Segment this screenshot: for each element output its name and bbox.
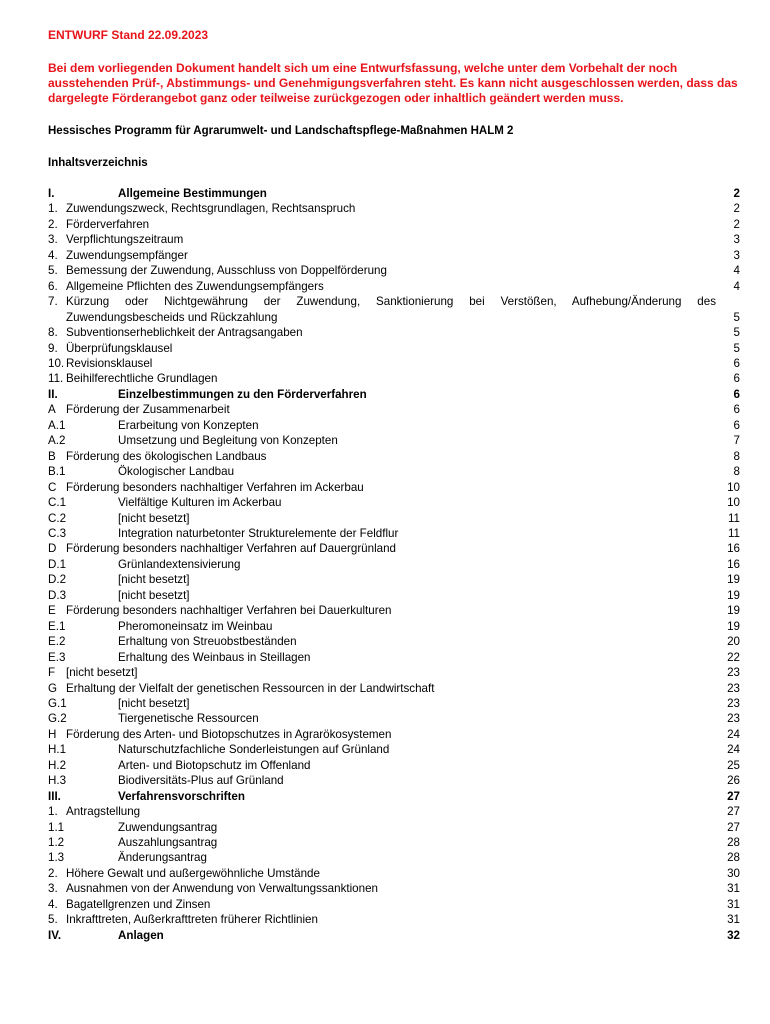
toc-entry[interactable] [48,294,740,309]
toc-entry-page: 6 [733,403,740,417]
toc-entry-number: 8. [48,326,58,340]
toc-entry[interactable] [48,263,740,278]
toc-entry-label: Grünlandextensivierung [118,557,241,571]
toc-entry[interactable] [48,912,740,927]
toc-entry-number: 11. [48,372,64,386]
toc-entry-number: A.1 [48,418,66,432]
toc-entry-page: 6 [733,387,740,401]
toc-entry-number: F [48,666,56,680]
toc-entry-label: Tiergenetische Ressourcen [118,712,259,726]
toc-entry-label: Arten- und Biotopschutz im Offenland [118,758,311,772]
toc-entry-page: 27 [727,805,740,819]
toc-entry-page: 19 [727,588,740,602]
toc-entry-number: G.2 [48,712,67,726]
toc-entry[interactable] [48,588,740,603]
toc-entry-page: 25 [727,758,740,772]
toc-entry-page: 8 [733,449,740,463]
toc-entry-page: 23 [727,696,740,710]
toc-entry-number: E [48,604,56,618]
toc-entry[interactable] [48,248,740,263]
toc-entry[interactable] [48,526,740,541]
toc-entry-label: Zuwendungsbescheids und Rückzahlung [66,310,278,324]
toc-entry-label: Verpflichtungszeitraum [66,233,184,247]
toc-entry[interactable] [48,634,740,649]
program-title: Hessisches Programm für Agrarumwelt- und Landschaftspflege-Maßnahmen HALM 2 [48,125,514,137]
toc-entry-number: C.1 [48,496,67,510]
toc-entry-page: 6 [733,372,740,386]
toc-entry-label: Änderungsantrag [118,851,207,865]
toc-entry-label: Einzelbestimmungen zu den Förderverfahren [118,387,367,401]
toc-entry-label: Bemessung der Zuwendung, Ausschluss von Doppelförderung [66,264,387,278]
toc-entry-number: D [48,542,57,556]
toc-entry-page: 7 [733,434,740,448]
toc-entry-label: Allgemeine Bestimmungen [118,187,267,200]
toc-entry[interactable] [48,804,740,819]
toc-entry-page: 5 [733,310,740,324]
toc-entry-label: Allgemeine Pflichten des Zuwendungsempfängers [66,279,324,293]
toc-entry[interactable] [48,773,740,788]
toc-entry-page: 2 [733,217,740,231]
toc-entry[interactable] [48,217,740,232]
toc-entry-number: 9. [48,341,58,355]
toc-entry[interactable] [48,820,740,835]
toc-entry-label: Erhaltung von Streuobstbeständen [118,635,297,649]
toc-entry-number: 1.3 [48,851,65,865]
toc-entry[interactable] [48,511,740,526]
toc-entry-number: 1. [48,805,58,819]
toc-entry-number: 2. [48,866,58,880]
toc-entry-page: 23 [727,666,740,680]
toc-entry-label: [nicht besetzt] [118,696,190,710]
toc-entry-page: 5 [733,341,740,355]
toc-entry-number: C.3 [48,526,67,540]
toc-entry-number: E.1 [48,619,66,633]
toc-entry-number: 3. [48,882,58,896]
toc-entry-label: Vielfältige Kulturen im Ackerbau [118,496,282,510]
toc-entry-label: [nicht besetzt] [66,666,138,680]
toc-entry[interactable] [48,402,740,417]
toc-entry-label: [nicht besetzt] [118,511,190,525]
toc-entry[interactable] [48,850,740,865]
toc-entry-number: G [48,681,58,695]
toc-entry-page: 16 [727,557,740,571]
toc-entry[interactable] [48,758,740,773]
toc-entry-page: 20 [727,635,740,649]
toc-entry-number: D.2 [48,573,67,587]
toc-entry-page: 16 [727,542,740,556]
toc-entry-label: Förderung besonders nachhaltiger Verfahren im Ackerbau [66,480,364,494]
toc-entry[interactable] [48,897,740,912]
toc-entry-page: 8 [733,465,740,479]
toc-entry-number: 5. [48,913,58,927]
toc-entry-page: 4 [733,264,740,278]
toc-entry-page: 19 [727,573,740,587]
toc-entry-page: 28 [727,836,740,850]
toc-entry-label: Zuwendungszweck, Rechtsgrundlagen, Rechtsanspruch [66,202,356,216]
toc-entry-label: Bagatellgrenzen und Zinsen [66,897,211,911]
toc-entry-page: 2 [733,202,740,216]
toc-entry-number: D.1 [48,557,67,571]
toc-entry-number: 4. [48,897,58,911]
toc-entry-number: III. [48,789,61,803]
toc-entry[interactable] [48,727,740,742]
toc-entry-page: 19 [727,619,740,633]
toc-entry-number: A.2 [48,434,66,448]
toc-entry-label: [nicht besetzt] [118,573,190,587]
toc-entry-label: Erhaltung des Weinbaus in Steillagen [118,650,311,664]
toc-entry-label: Erarbeitung von Konzepten [118,418,259,432]
toc-entry-number: A [48,403,56,417]
toc-entry-number: 3. [48,233,58,247]
toc-entry-number: I. [48,187,55,200]
toc-entry[interactable] [48,541,740,556]
toc-entry-page: 28 [727,851,740,865]
toc-entry-page: 24 [727,727,740,741]
toc-entry[interactable] [48,232,740,247]
toc-entry[interactable] [48,650,740,665]
toc-entry-page: 3 [733,233,740,247]
toc-entry-label: Kürzung oder Nichtgewährung der Zuwendung, Sanktionierung bei Verstößen, Aufhebung/Änderung des [66,295,716,309]
toc-entry-label: [nicht besetzt] [118,588,190,602]
toc-entry-number: E.2 [48,635,66,649]
toc-entry-page: 31 [727,897,740,911]
toc-entry[interactable] [48,665,740,680]
toc-entry-page: 27 [727,820,740,834]
toc-entry[interactable] [48,356,740,371]
toc-entry[interactable] [48,881,740,896]
toc-entry[interactable] [48,696,740,711]
toc-entry-label: Förderverfahren [66,217,150,231]
toc-entry[interactable] [48,433,740,448]
toc-entry[interactable] [48,495,740,510]
toc-entry-label: Pheromoneinsatz im Weinbau [118,619,273,633]
toc-entry[interactable] [48,186,740,201]
toc-entry-number: H.2 [48,758,67,772]
toc-entry-label: Antragstellung [66,805,141,819]
toc-entry-label: Auszahlungsantrag [118,836,218,850]
toc-entry-number: B [48,449,56,463]
toc-heading: Inhaltsverzeichnis [48,157,148,169]
toc-entry-label: Subventionserheblichkeit der Antragsangaben [66,326,303,340]
toc-entry-number: 1.1 [48,820,65,834]
toc-entry-number: C.2 [48,511,67,525]
toc-entry-label: Förderung besonders nachhaltiger Verfahren auf Dauergrünland [66,542,396,556]
toc-entry-page: 26 [727,774,740,788]
toc-entry-label: Zuwendungsempfänger [66,248,188,262]
toc-entry-label: Erhaltung der Vielfalt der genetischen Ressourcen in der Landwirtschaft [66,681,435,695]
toc-entry[interactable] [48,341,740,356]
toc-entry-number: C [48,480,57,494]
toc-entry-number: H.3 [48,774,67,788]
toc-entry-label: Integration naturbetonter Strukturelemente der Feldflur [118,526,399,540]
toc-entry-number: 10. [48,356,65,370]
toc-entry-page: 23 [727,712,740,726]
toc-entry[interactable] [48,789,740,804]
toc-entry[interactable] [48,310,740,325]
toc-entry-page: 2 [733,187,740,200]
toc-entry-label: Verfahrensvorschriften [118,789,245,803]
document-page [48,28,740,943]
toc-entry-label: Inkrafttreten, Außerkrafttreten früherer Richtlinien [66,913,318,927]
toc-entry[interactable] [48,371,740,386]
toc-entry-page: 27 [727,789,740,803]
draft-label: ENTWURF Stand 22.09.2023 [48,28,209,42]
toc-entry-page: 31 [727,882,740,896]
toc-entry[interactable] [48,711,740,726]
toc-entry-label: Ökologischer Landbau [118,465,235,479]
toc-entry-label: Förderung des Arten- und Biotopschutzes in Agrarökosystemen [66,727,392,741]
toc-entry-number: IV. [48,928,62,942]
toc-entry-label: Revisionsklausel [66,356,153,370]
toc-entry-number: 1.2 [48,836,65,850]
toc-entry[interactable] [48,449,740,464]
toc-entry-number: H [48,727,57,741]
toc-entry-number: 6. [48,279,58,293]
toc-entry-page: 3 [733,248,740,262]
toc-entry-label: Förderung des ökologischen Landbaus [66,449,267,463]
toc-entry-label: Überprüfungsklausel [66,341,173,355]
toc-entry-page: 5 [733,326,740,340]
toc-entry-page: 24 [727,743,740,757]
toc-entry-number: 2. [48,217,58,231]
toc-entry-page: 30 [727,866,740,880]
toc-entry[interactable] [48,557,740,572]
toc-entry-label: Ausnahmen von der Anwendung von Verwaltungssanktionen [66,882,378,896]
toc-entry-page: 10 [727,480,740,494]
toc-entry-label: Umsetzung und Begleitung von Konzepten [118,434,338,448]
toc-entry-label: Naturschutzfachliche Sonderleistungen auf Grünland [118,743,390,757]
toc-entry-label: Förderung der Zusammenarbeit [66,403,230,417]
toc-entry-page: 11 [727,511,740,525]
toc-entry-number: H.1 [48,743,67,757]
toc-entry-page: 10 [727,496,740,510]
toc-entry-page: 22 [727,650,740,664]
toc-entry[interactable] [48,681,740,696]
toc-entry[interactable] [48,572,740,587]
toc-entry[interactable] [48,928,740,943]
toc-entry[interactable] [48,418,740,433]
toc-entry[interactable] [48,201,740,216]
toc-entry-number: 7. [48,295,58,309]
toc-entry[interactable] [48,619,740,634]
toc-entry-label: Biodiversitäts-Plus auf Grünland [118,774,284,788]
toc-entry-page: 11 [727,526,740,540]
toc-entry-page: 19 [727,604,740,618]
toc-entry-number: 5. [48,264,58,278]
table-of-contents [48,186,740,943]
toc-entry-label: Höhere Gewalt und außergewöhnliche Umstände [66,866,320,880]
toc-entry-page: 4 [733,279,740,293]
toc-entry[interactable] [48,835,740,850]
toc-entry[interactable] [48,480,740,495]
toc-entry-number: 1. [48,202,58,216]
toc-entry-number: II. [48,387,58,401]
toc-entry[interactable] [48,742,740,757]
toc-entry-number: G.1 [48,696,67,710]
toc-entry[interactable] [48,279,740,294]
toc-entry-label: Beihilferechtliche Grundlagen [66,372,218,386]
toc-entry-number: 4. [48,248,58,262]
toc-entry-page: 6 [733,418,740,432]
toc-entry-label: Zuwendungsantrag [118,820,218,834]
toc-entry-page: 32 [727,928,740,942]
toc-entry[interactable] [48,325,740,340]
toc-entry-number: D.3 [48,588,67,602]
toc-entry-label: Förderung besonders nachhaltiger Verfahren bei Dauerkulturen [66,604,392,618]
toc-entry-label: Anlagen [118,928,164,942]
toc-entry-page: 6 [733,356,740,370]
toc-entry[interactable] [48,464,740,479]
toc-entry-number: B.1 [48,465,66,479]
draft-notice: Bei dem vorliegenden Dokument handelt sich um eine Entwurfsfassung, welche unter dem Vorbehalt der noch ausstehenden Prüf-, Abstimmungs- und Genehmigungsverfahren steht. Es kann nicht ausgeschlossen werden, dass das dargelegte Förderangebot ganz oder teilweise zurückgezogen oder inhaltlich geändert werden muss. [48,61,738,105]
toc-entry-page: 31 [727,913,740,927]
toc-entry[interactable] [48,603,740,618]
toc-entry-page: 23 [727,681,740,695]
toc-entry[interactable] [48,387,740,402]
toc-entry-number: E.3 [48,650,66,664]
toc-entry[interactable] [48,866,740,881]
